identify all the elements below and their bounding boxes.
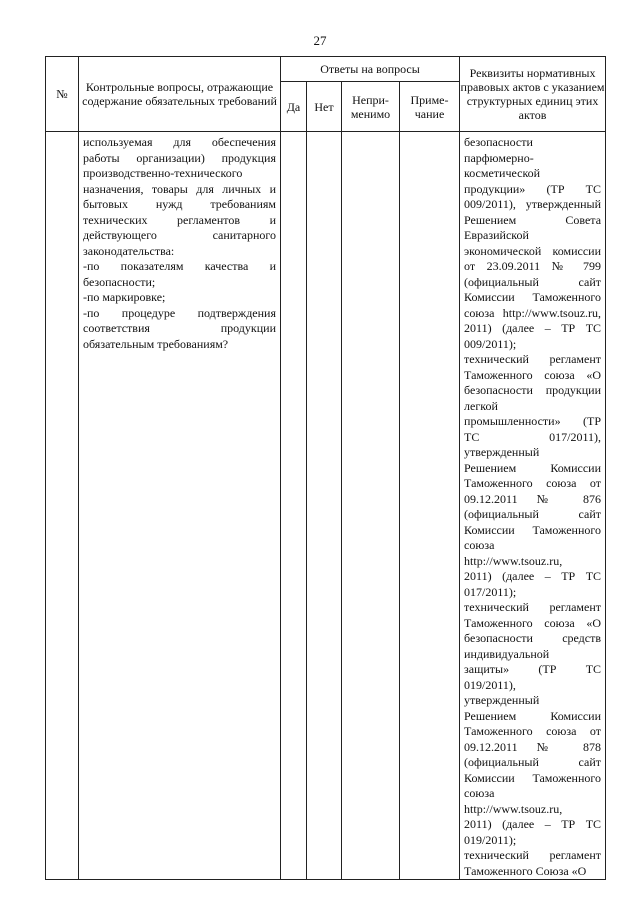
requisites-line: 09.12.2011 № 878 [464, 739, 602, 754]
checklist-table [45, 56, 606, 880]
requisites-line: Евразийской [464, 228, 529, 242]
requisites-line: технический регламент [464, 600, 602, 614]
requisites-line: Комиссии Таможенного [464, 770, 602, 785]
requisites-line: парфюмерно- [464, 150, 534, 165]
question-line: действующего санитарного [83, 228, 276, 242]
question-line: технических регламентов и [83, 212, 276, 227]
requisites-line: утвержденный [464, 445, 540, 459]
requisites-line: Таможенного союза от [464, 724, 602, 738]
question-line: назначения, товары для личных и [83, 181, 276, 196]
requisites-line: 2011) (далее – ТР ТС [464, 321, 602, 335]
requisites-line: Решением Комиссии [464, 460, 602, 475]
requisites-text [464, 135, 601, 879]
requisites-line: Таможенного союза «О [464, 615, 602, 630]
question-text [83, 135, 276, 352]
header-requisites: Реквизиты нормативных правовых актов с указанием структурных единиц этих актов [460, 57, 606, 132]
requisites-line: 2011) (далее – ТР ТС [464, 569, 602, 583]
answer-yes-cell [281, 132, 307, 880]
requisites-line: безопасности средств [464, 631, 602, 645]
question-line: безопасности; [83, 274, 156, 289]
header-answer-note: Приме- чание [400, 82, 460, 132]
requisites-line: Решением Совета [464, 212, 602, 227]
requisites-line: 019/2011), [464, 677, 516, 692]
question-line: -по процедуре подтверждения [83, 305, 276, 320]
requisites-line: Комиссии Таможенного [464, 522, 602, 537]
requisites-line: Таможенного союза от [464, 476, 602, 490]
header-answer-no: Нет [307, 82, 342, 132]
question-line: -по маркировке; [83, 290, 166, 304]
requisites-line: (официальный сайт [464, 274, 602, 289]
requisites-line: утвержденный [464, 693, 540, 707]
requisites-line: Таможенного союза «О [464, 367, 602, 382]
requisites-line: технический регламент [464, 848, 602, 862]
header-number: № [46, 57, 79, 132]
requisites-line: защиты» (ТР ТС [464, 662, 602, 676]
question-line: используемая для обеспечения [83, 135, 276, 149]
answer-not-applicable-cell [342, 132, 400, 880]
question-line: производственно-технического [83, 166, 243, 180]
requisites-line: легкой [464, 398, 498, 413]
requisites-line: 019/2011); [464, 832, 517, 847]
page-number: 27 [313, 33, 327, 48]
requisites-line: Таможенного Союза «О [464, 863, 587, 878]
requisites-line: (официальный сайт [464, 755, 602, 769]
header-answer-not-applicable: Непри- менимо [342, 82, 400, 132]
row-number-cell [46, 132, 79, 880]
question-line: соответствия продукции [83, 321, 276, 335]
question-line: обязательным требованиям? [83, 336, 229, 351]
requisites-line: продукции» (ТР ТС [464, 181, 602, 196]
requisites-line: промышленности» (ТР [464, 414, 602, 428]
requisites-line: экономической комиссии [464, 243, 602, 258]
requisites-line: (официальный сайт [464, 507, 602, 521]
requisites-line: 2011) (далее – ТР ТС [464, 817, 602, 831]
question-cell [79, 132, 281, 880]
requisites-line: безопасности [464, 135, 533, 149]
answer-no-cell [307, 132, 342, 880]
requisites-line: союза [464, 786, 495, 800]
requisites-line: Комиссии Таможенного [464, 290, 602, 304]
requisites-line: союза [464, 538, 495, 552]
requisites-line: косметической [464, 166, 541, 180]
requisites-line: http://www.tsouz.ru, [464, 801, 563, 816]
requisites-line: Решением Комиссии [464, 708, 602, 723]
question-line: законодательства: [83, 243, 175, 258]
requisites-cell [460, 132, 606, 880]
header-questions: Контрольные вопросы, отражающие содержание обязательных требований [79, 57, 281, 132]
requisites-line: ТС 017/2011), [464, 429, 602, 444]
answer-note-cell [400, 132, 460, 880]
header-answer-yes: Да [281, 82, 307, 132]
requisites-line: технический регламент [464, 352, 602, 366]
question-line: -по показателям качества и [83, 259, 276, 273]
requisites-line: http://www.tsouz.ru, [464, 553, 563, 568]
requisites-line: союза http://www.tsouz.ru, [464, 305, 602, 320]
header-answers-group: Ответы на вопросы [281, 57, 460, 82]
question-line: работы организации) продукция [83, 150, 276, 165]
requisites-line: индивидуальной [464, 646, 550, 661]
requisites-line: от 23.09.2011 № 799 [464, 259, 602, 273]
requisites-line: 09.12.2011 № 876 [464, 491, 602, 506]
requisites-line: 009/2011), утвержденный [464, 197, 602, 211]
requisites-line: 017/2011); [464, 584, 517, 599]
requisites-line: безопасности продукции [464, 383, 602, 397]
question-line: бытовых нужд требованиям [83, 197, 276, 211]
requisites-line: 009/2011); [464, 336, 517, 351]
